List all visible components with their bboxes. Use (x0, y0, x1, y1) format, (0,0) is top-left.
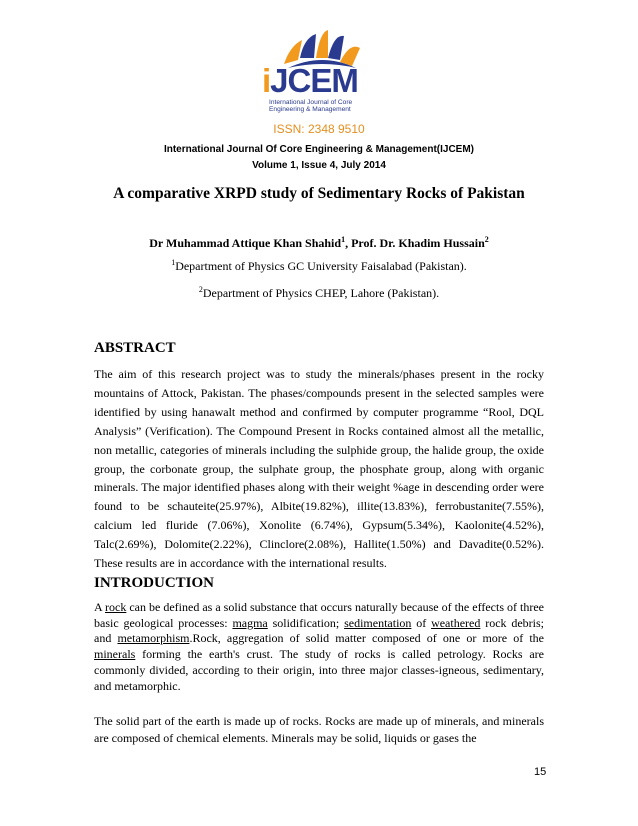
page-number: 15 (534, 766, 547, 778)
intro-text-3: solidification; (267, 615, 345, 630)
logo-subtitle-line-2: Engineering & Management (269, 106, 351, 113)
author-2: , Prof. Dr. Khadim Hussain (345, 236, 485, 250)
author-2-sup: 2 (484, 235, 489, 244)
logo-wordmark-rest: JCEM (270, 62, 358, 99)
logo-subtitle (269, 99, 352, 113)
affiliation-1 (0, 259, 638, 274)
affiliation-2-text: Department of Physics CHEP, Lahore (Pakistan). (202, 286, 440, 300)
intro-text-7: forming the earth's crust. The study of rocks is called petrology. Rocks are commonly divided, according to their origin, into three major classes-igneous, sedimentary, and metamorphic. (94, 647, 544, 693)
link-metamorphism[interactable]: metamorphism (117, 631, 190, 646)
link-weathered[interactable]: weathered (431, 615, 481, 630)
journal-logo (262, 28, 382, 124)
introduction-paragraph-1 (94, 600, 544, 694)
intro-text-6: .Rock, aggregation of solid matter composed of one or more of the (189, 631, 545, 646)
paper-title: A comparative XRPD study of Sedimentary Rocks of Pakistan (113, 185, 525, 202)
link-minerals[interactable]: minerals (94, 647, 136, 662)
link-magma[interactable]: magma (232, 615, 268, 630)
affiliation-2-sup: 2 (198, 285, 203, 294)
introduction-heading: INTRODUCTION (94, 575, 215, 591)
logo-wordmark (262, 62, 358, 100)
affiliation-1-text: Department of Physics GC University Faisalabad (Pakistan). (175, 259, 467, 273)
introduction-paragraph-2: The solid part of the earth is made up of rocks. Rocks are made up of minerals, and minerals are composed of chemical elements. Minerals may be solid, liquids or gases the (94, 714, 544, 745)
intro-text-2: can be defined as a solid substance that occurs naturally because of the effects of three basic geological processes: (94, 600, 544, 630)
intro-text-1: A (94, 600, 106, 614)
logo-wordmark-i: i (262, 62, 271, 99)
journal-name: International Journal Of Core Engineering & Management(IJCEM) (163, 144, 475, 155)
affiliation-2 (0, 286, 638, 301)
affiliation-1-sup: 1 (171, 258, 176, 267)
paper-authors (0, 236, 638, 251)
logo-subtitle-line-1: International Journal of Core (269, 99, 353, 106)
intro-text-4: of (411, 615, 432, 630)
author-1: Dr Muhammad Attique Khan Shahid (149, 236, 342, 250)
author-1-sup: 1 (341, 235, 346, 244)
link-rock[interactable]: rock (105, 600, 127, 614)
journal-volume: Volume 1, Issue 4, July 2014 (252, 160, 386, 171)
issn-number: ISSN: 2348 9510 (273, 122, 365, 136)
abstract-body: The aim of this research project was to study the minerals/phases present in the rocky mountains of Attock, Pakistan. The phases/compounds present in the selected samples were identified by using hanawalt method and confirmed by computer programme “Rool, DQL Analysis” (Verification). The Compound Present in Rocks contained almost all the metallic, non metallic, categories of minerals including the sulphide group, the halide group, the oxide group, the corbonate group, the sulphate group, the phosphate group, along with organic minerals. The major identified phases along with their weight %age in descending order were found to be schauteite(25.97%), Albite(19.82%), illite(13.83%), ferrobustanite(7.55%), calcium led fluride (7.06%), Xonolite (6.74%), Gypsum(5.34%), Kaolonite(4.52%), Talc(2.69%), Dolomite(2.22%), Clinclore(2.08%), Hallite(1.50%) and Davadite(0.52%). These results are in accordance with the international results. (94, 367, 544, 571)
link-sedimentation[interactable]: sedimentation (344, 615, 412, 630)
abstract-heading: ABSTRACT (94, 340, 176, 356)
intro-text-5: rock debris; and (94, 615, 545, 646)
